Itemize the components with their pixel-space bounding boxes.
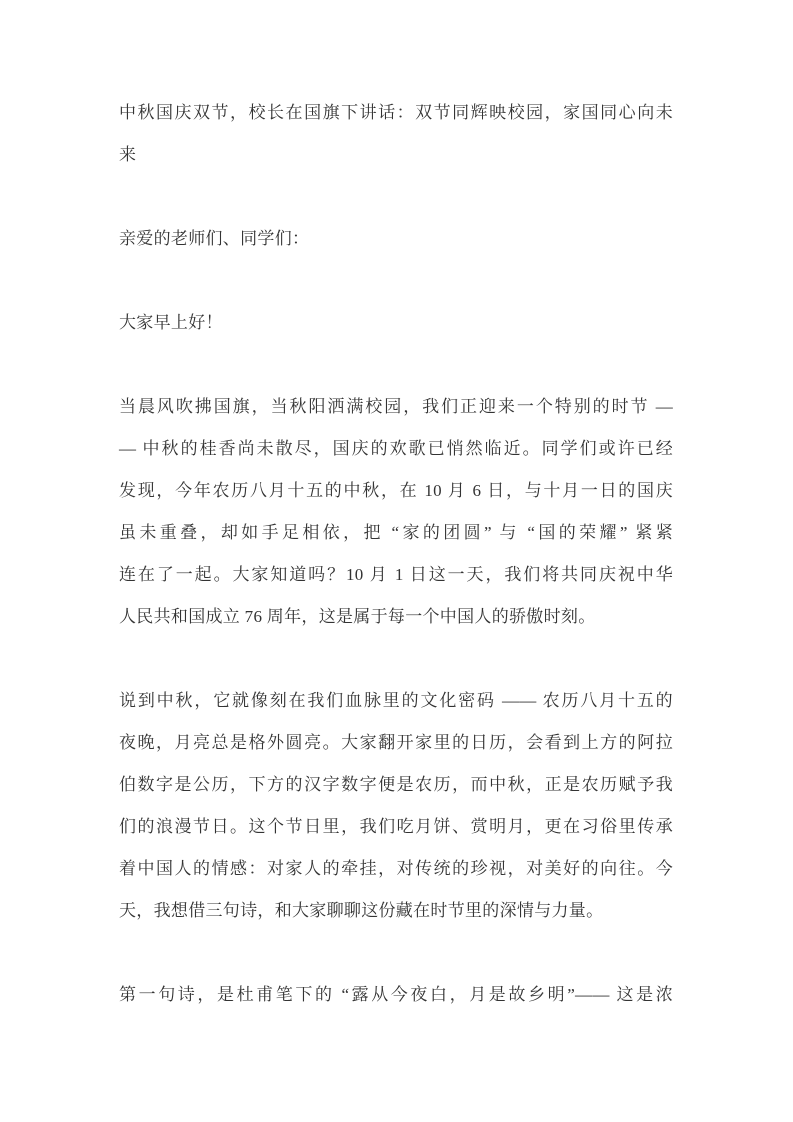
text-line: 发现，今年农历八月十五的中秋，在 10 月 6 日，与十月一日的国庆 [119,481,673,500]
paragraph-2 [119,680,673,932]
text-line: 着中国人的情感：对家人的牵挂，对传统的珍视，对美好的向往。今 [119,859,673,878]
paragraph-3 [119,974,673,1016]
salutation [119,218,673,260]
document-body [119,92,673,1016]
text-line: 伯数字是公历，下方的汉字数字便是农历，而中秋，正是农历赋予我 [119,775,673,794]
text-line: 连在了一起。大家知道吗？10 月 1 日这一天，我们将共同庆祝中华 [119,565,673,584]
document-title [119,92,673,176]
text-line: 当晨风吹拂国旗，当秋阳洒满校园，我们正迎来一个特别的时节 — [119,397,673,416]
text-line: 说到中秋，它就像刻在我们血脉里的文化密码 —— 农历八月十五的 [119,691,673,710]
title-line: 中秋国庆双节，校长在国旗下讲话：双节同辉映校园，家国同心向未 [119,103,673,122]
text-line: 人民共和国成立 76 周年，这是属于每一个中国人的骄傲时刻。 [119,607,596,626]
greeting-line: 大家早上好！ [119,313,223,332]
text-line: 虽未重叠，却如手足相依，把 “家的团圆” 与 “国的荣耀” 紧紧 [119,523,673,542]
salutation-line: 亲爱的老师们、同学们： [119,229,310,248]
greeting [119,302,673,344]
title-line: 来 [119,145,137,164]
text-line: 第一句诗，是杜甫笔下的 “露从今夜白，月是故乡明”—— 这是浓 [119,985,673,1004]
text-line: 们的浪漫节日。这个节日里，我们吃月饼、赏明月，更在习俗里传承 [119,817,673,836]
text-line: 天，我想借三句诗，和大家聊聊这份藏在时节里的深情与力量。 [119,901,604,920]
text-line: 夜晚，月亮总是格外圆亮。大家翻开家里的日历，会看到上方的阿拉 [119,733,673,752]
text-line: — 中秋的桂香尚未散尽，国庆的欢歌已悄然临近。同学们或许已经 [119,439,673,458]
paragraph-1 [119,386,673,638]
